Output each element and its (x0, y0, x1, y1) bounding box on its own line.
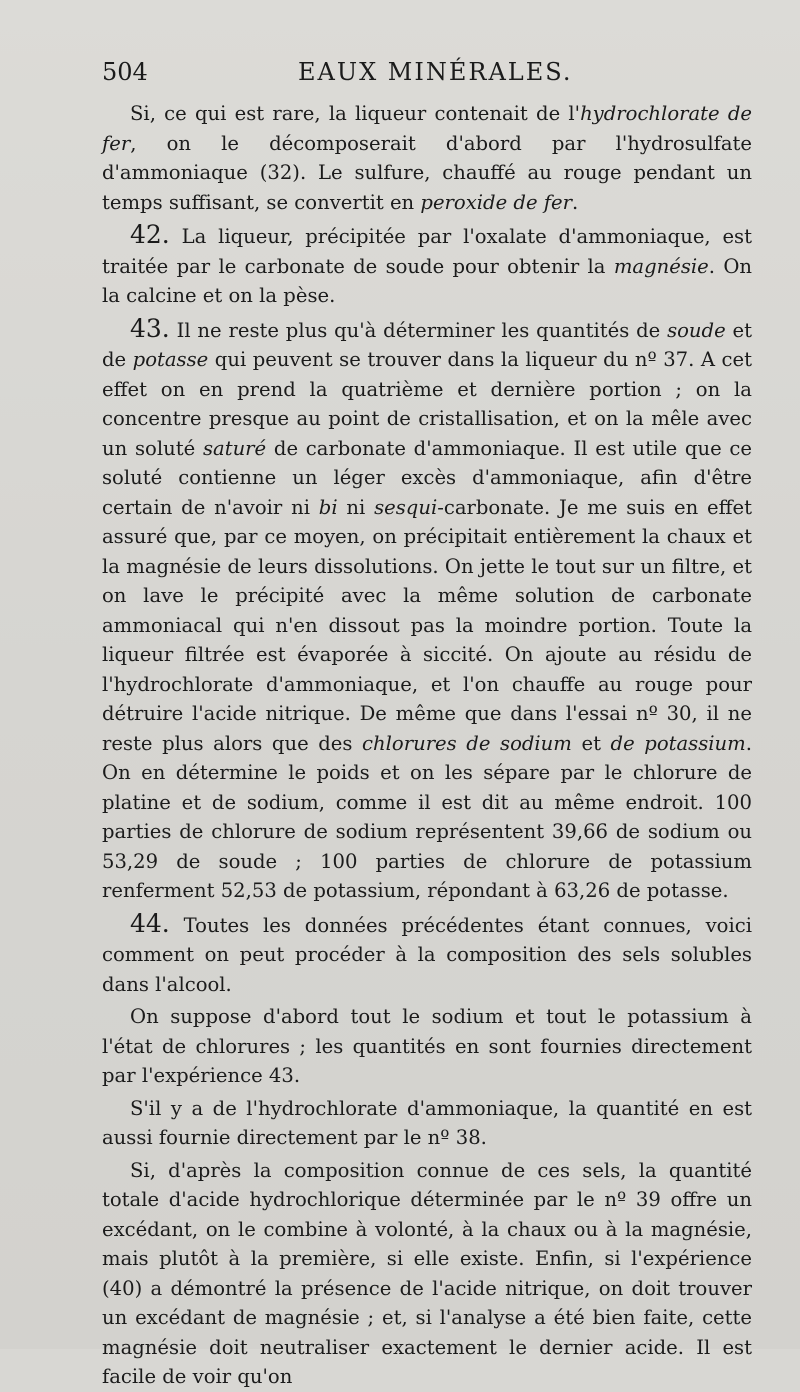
page-number: 504 (102, 58, 148, 86)
section-number: 44. (130, 908, 170, 938)
page-header (102, 58, 738, 92)
text-run: , on le décomposerait d'abord par l'hydrosulfate d'ammoniaque (32). Le sulfure, chauffé au rouge pendant un temps suffisant, se convertit en (102, 131, 752, 214)
italic-term: hydrochlorate de fer (102, 102, 752, 155)
text-run: Toutes les données précédentes étant connues, voici comment on peut procéder à la composition des sels solubles dans l'alcool. (102, 913, 752, 996)
paragraph (102, 220, 752, 311)
text-run: On suppose d'abord tout le sodium et tout le potassium à l'état de chlorures ; les quantités en sont fournies directement par l'expérience 43. (102, 1005, 752, 1087)
italic-term: magnésie (613, 254, 709, 278)
text-run: . On en détermine le poids et on les sépare par le chlorure de platine et de sodium, comme il est dit au même endroit. 100 parties de chlorure de sodium représentent 39,66 de sodium ou 53,29 de soude ; 100 parties de chlorure de potassium renferment 52,53 de potassium, répondant à 63,26 de potasse. (102, 731, 752, 902)
paragraph (102, 1002, 752, 1091)
text-run: Si, ce qui est rare, la liqueur contenait de l' (130, 102, 581, 125)
text-run: ni (337, 495, 375, 519)
text-run: de carbonate d'ammoniaque. Il est utile que ce soluté contienne un léger excès d'ammoniaque, afin d'être certain de n'avoir ni (102, 436, 753, 519)
paragraph (102, 909, 752, 1000)
text-run: La liqueur, précipitée par l'oxalate d'ammoniaque, est traitée par le carbonate de soude pour obtenir la (102, 225, 752, 278)
italic-term: bi (318, 495, 338, 519)
section-number: 42. (130, 220, 170, 249)
paragraph (102, 1156, 752, 1392)
paragraph (102, 314, 752, 906)
page-body (102, 99, 752, 1392)
text-run: . On la calcine et on la pèse. (102, 254, 752, 307)
running-title: EAUX MINÉRALES. (298, 58, 573, 86)
text-run: Si, d'après la composition connue de ces sels, la quantité totale d'acide hydrochlorique déterminée par le nº 39 offre un excédant, on le combine à volonté, à la chaux ou à la magnésie, mais plutôt à la première, si elle existe. Enfin, si l'expérience (40) a démontré la présence de l'acide nitrique, on doit trouver un excédant de magnésie ; et, si l'analyse a été bien faite, cette magnésie doit neutraliser exactement le dernier acide. Il est facile de voir qu'on (102, 1158, 752, 1388)
italic-term: chlorures de sodium (362, 731, 572, 755)
text-run: et de (102, 318, 752, 371)
italic-term: potasse (132, 348, 209, 371)
text-run: et (571, 731, 611, 755)
text-run: S'il y a de l'hydrochlorate d'ammoniaque, la quantité en est aussi fournie directement par le nº 38. (102, 1096, 752, 1149)
section-number: 43. (130, 313, 170, 343)
paragraph (102, 1094, 752, 1153)
paragraph (102, 99, 752, 217)
text-run: Il ne reste plus qu'à déterminer les quantités de (169, 318, 668, 342)
italic-term: sesqui (374, 495, 438, 519)
italic-term: de potassium (610, 731, 746, 755)
italic-term: soude (667, 318, 726, 342)
italic-term: saturé (202, 436, 267, 460)
text-run: -carbonate. Je me suis en effet assuré que, par ce moyen, on précipitait entièrement la chaux et la magnésie de leurs dissolutions. On jette le tout sur un filtre, et on lave le précipité avec la même solution de carbonate ammoniacal qui n'en dissout pas la moindre portion. Toute la liqueur filtrée est évaporée à siccité. On ajoute au résidu de l'hydrochlorate d'ammoniaque, et l'on chauffe au rouge pour détruire l'acide nitrique. De même que dans l'essai nº 30, il ne reste plus alors que des (102, 495, 753, 755)
italic-term: peroxide de fer (420, 190, 572, 214)
text-run: qui peuvent se trouver dans la liqueur du nº 37. A cet effet on en prend la quatrième et dernière portion ; on la concentre presque au point de cristallisation, et on la mêle avec un soluté (102, 348, 752, 460)
text-run: . (572, 190, 579, 214)
